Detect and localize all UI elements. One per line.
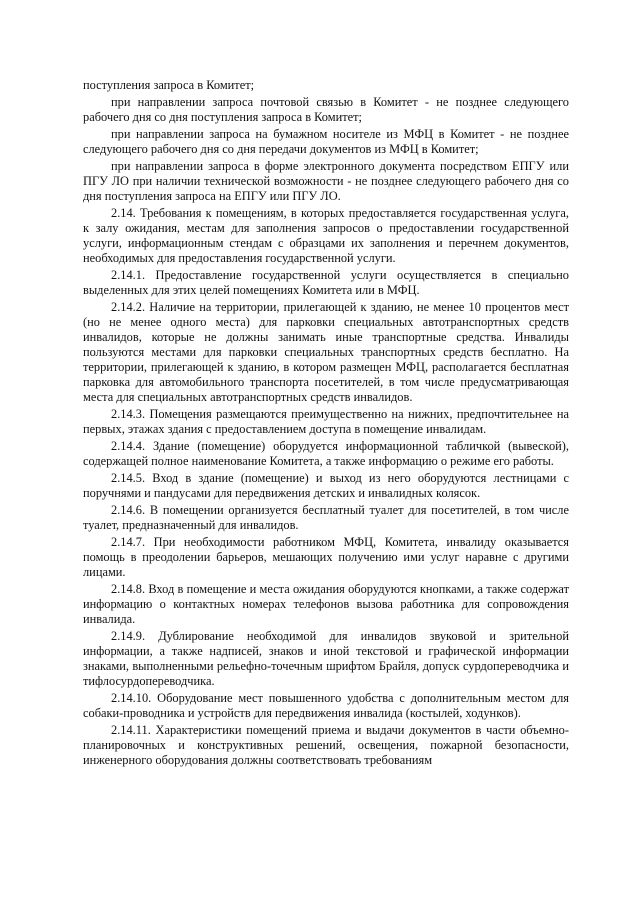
paragraph-2-14-3: 2.14.3. Помещения размещаются преимущественно на нижних, предпочтительнее на первых, этажах здания с предоставлением доступа в помещение инвалидам.: [83, 407, 569, 436]
paragraph-continuation: поступления запроса в Комитет;: [83, 78, 255, 92]
paragraph-electronic-request: при направлении запроса в форме электронного документа посредством ЕПГУ или ПГУ ЛО при наличии технической возможности - не позднее следующего рабочего дня со дня поступления запроса на ЕПГУ или ПГУ ЛО.: [83, 159, 569, 203]
paragraph-2-14-9: 2.14.9. Дублирование необходимой для инвалидов звуковой и зрительной информации, а также надписей, знаков и иной текстовой и графической информации знаками, выполненными рельефно-точечным шрифтом Брайля, допуск сурдопереводчика и тифлосурдопереводчика.: [83, 629, 569, 688]
paragraph-2-14-11: 2.14.11. Характеристики помещений приема и выдачи документов в части объемно-планировочных и конструктивных решений, освещения, пожарной безопасности, инженерного оборудования должны соответствовать требованиям: [83, 723, 569, 767]
paragraph-2-14-5: 2.14.5. Вход в здание (помещение) и выход из него оборудуются лестницами с поручнями и пандусами для передвижения детских и инвалидных колясок.: [83, 471, 569, 500]
paragraph-2-14: 2.14. Требования к помещениям, в которых предоставляется государственная услуга, к залу ожидания, местам для заполнения запросов о предоставлении государственной услуги, информационным стендам с образцами их заполнения и перечнем документов, необходимых для предоставления государственной услуги.: [83, 206, 569, 265]
paragraph-2-14-7: 2.14.7. При необходимости работником МФЦ, Комитета, инвалиду оказывается помощь в преодолении барьеров, мешающих получению ими услуг наравне с другими лицами.: [83, 535, 569, 579]
document-body: [83, 78, 569, 770]
paragraph-2-14-1: 2.14.1. Предоставление государственной услуги осуществляется в специально выделенных для этих целей помещениях Комитета или в МФЦ.: [83, 268, 569, 297]
paragraph-2-14-6: 2.14.6. В помещении организуется бесплатный туалет для посетителей, в том числе туалет, предназначенный для инвалидов.: [83, 503, 569, 532]
paragraph-2-14-4: 2.14.4. Здание (помещение) оборудуется информационной табличкой (вывеской), содержащей полное наименование Комитета, а также информацию о режиме его работы.: [83, 439, 569, 468]
paragraph-2-14-8: 2.14.8. Вход в помещение и места ожидания оборудуются кнопками, а также содержат информацию о контактных номерах телефонов вызова работника для сопровождения инвалида.: [83, 582, 569, 626]
paragraph-2-14-10: 2.14.10. Оборудование мест повышенного удобства с дополнительным местом для собаки-проводника и устройств для передвижения инвалида (костылей, ходунков).: [83, 691, 569, 720]
paragraph-paper-request: при направлении запроса на бумажном носителе из МФЦ в Комитет - не позднее следующего рабочего дня со дня передачи документов из МФЦ в Комитет;: [83, 127, 569, 156]
paragraph-postal-request: при направлении запроса почтовой связью в Комитет - не позднее следующего рабочего дня со дня поступления запроса в Комитет;: [83, 95, 569, 124]
paragraph-2-14-2: 2.14.2. Наличие на территории, прилегающей к зданию, не менее 10 процентов мест (но не менее одного места) для парковки специальных автотранспортных средств инвалидов, которые не должны занимать иные транспортные средства. Инвалиды пользуются местами для парковки специальных транспортных средств бесплатно. На территории, прилегающей к зданию, в котором размещен МФЦ, располагается бесплатная парковка для автомобильного транспорта посетителей, в том числе предусматривающая места для специальных автотранспортных средств инвалидов.: [83, 300, 569, 404]
